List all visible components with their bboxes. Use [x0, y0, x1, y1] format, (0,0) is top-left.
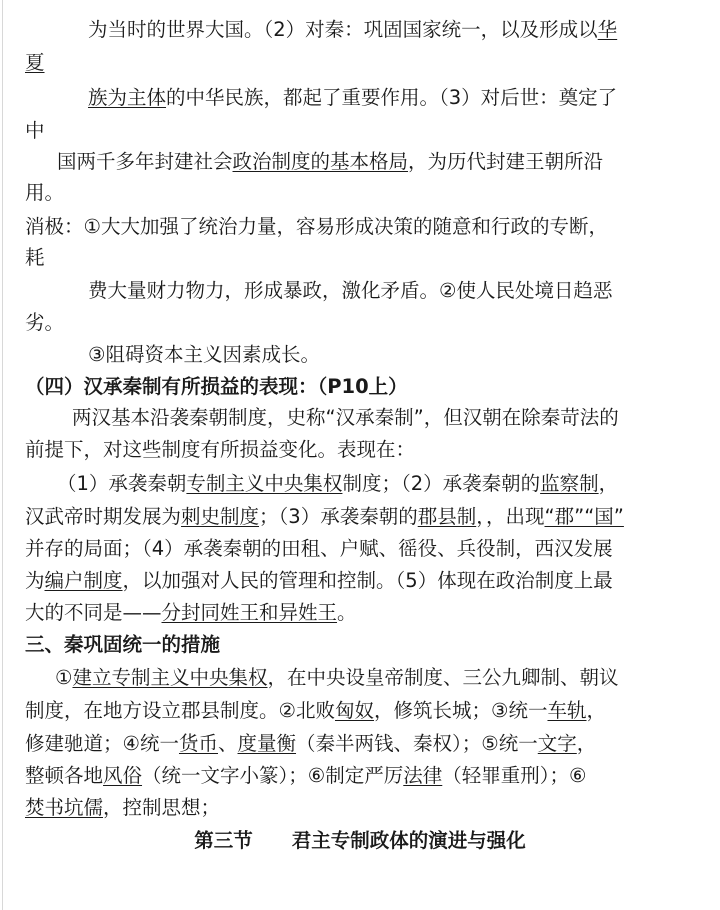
text-segment: ① — [55, 666, 73, 689]
text-line — [25, 50, 45, 76]
text-segment: 。 — [337, 601, 357, 624]
text-segment: （秦半两钱、秦权）；⑤统一 — [296, 732, 538, 755]
text-segment: 制度，在地方设立郡县制度。②北败 — [25, 699, 335, 722]
underlined-keyword: 建立专制主义中央集权 — [72, 666, 268, 689]
text-line — [88, 17, 617, 43]
underlined-keyword: 郡县制 — [417, 505, 477, 528]
text-segment: ，为历代封建王朝所沿 — [408, 150, 604, 173]
underlined-keyword: 货币 — [178, 732, 218, 755]
text-segment: ，在中央设皇帝制度、三公九卿制、朝议 — [267, 666, 619, 689]
text-segment: 第三节 君主专制政体的演进与强化 — [194, 829, 526, 852]
section-heading — [25, 374, 408, 400]
underlined-keyword: 度量衡 — [237, 732, 297, 755]
underlined-keyword: 监察制 — [540, 472, 599, 495]
text-segment: 中 — [25, 119, 45, 142]
text-line — [25, 310, 64, 336]
text-line — [88, 342, 320, 368]
underlined-keyword: 法律 — [403, 764, 443, 787]
text-segment: ， — [598, 472, 619, 495]
text-line — [57, 471, 618, 497]
text-line — [88, 85, 617, 111]
text-segment: 的中华民族，都起了重要作用。（3）对后世：奠定了 — [166, 86, 618, 109]
underlined-keyword: 文字 — [537, 732, 577, 755]
text-segment: ，，出现 — [476, 505, 545, 528]
text-segment: 为 — [25, 569, 45, 592]
text-line — [25, 214, 608, 240]
text-segment: ， — [586, 699, 607, 722]
underlined-keyword: 分封同姓王和异姓王 — [161, 601, 338, 624]
text-segment: 两汉基本沿袭秦朝制度，史称“汉承秦制”，但汉朝在除秦苛法的 — [72, 406, 619, 429]
underlined-keyword: 刺史制度 — [181, 505, 260, 528]
text-segment: 大的不同是—— — [25, 601, 162, 624]
text-segment: 修建驰道；④统一 — [25, 732, 179, 755]
text-segment: 汉武帝时期发展为 — [25, 505, 182, 528]
text-segment: 三、秦巩固统一的措施 — [25, 633, 221, 656]
text-line — [25, 245, 45, 271]
underlined-keyword: 编户制度 — [44, 569, 123, 592]
text-segment: ；（3）承袭秦朝的 — [259, 505, 418, 528]
text-segment: 、 — [218, 732, 238, 755]
text-segment: （轻罪重刑）；⑥ — [442, 764, 587, 787]
text-segment: 费大量财力物力，形成暴政，激化矛盾。②使人民处境日趋恶 — [88, 279, 613, 302]
text-segment: ，修筑长城；③统一 — [374, 699, 548, 722]
text-line — [25, 698, 606, 724]
underlined-keyword: 风俗 — [103, 764, 143, 787]
underlined-keyword: 政治制度的基本格局 — [232, 150, 409, 173]
text-segment: （四）汉承秦制有所损益的表现：（P10上） — [25, 375, 408, 398]
text-line — [25, 795, 220, 821]
text-segment: 用。 — [25, 181, 65, 204]
underlined-keyword: 专制主义中央集权 — [186, 472, 343, 495]
text-line — [25, 118, 45, 144]
text-segment: 前提下，对这些制度有所损益变化。表现在： — [25, 438, 416, 461]
underlined-keyword: 车轨 — [547, 699, 587, 722]
text-segment: 消极：①大大加强了统治力量，容易形成决策的随意和行政的专断， — [25, 215, 608, 238]
text-segment: （统一文字小篆）；⑥制定严厉 — [142, 764, 404, 787]
text-line — [25, 536, 613, 562]
underlined-keyword: 夏 — [25, 51, 45, 74]
text-segment: 制度；（2）承袭秦朝的 — [342, 472, 541, 495]
underlined-keyword: 匈奴 — [334, 699, 374, 722]
chapter-title — [0, 828, 720, 854]
text-line — [25, 180, 64, 206]
text-line — [72, 405, 619, 431]
text-segment: 为当时的世界大国。（2）对秦：巩固国家统一，以及形成以 — [88, 18, 598, 41]
text-line — [55, 665, 619, 691]
text-segment: 并存的局面；（4）承袭秦朝的田租、户赋、徭役、兵役制，西汉发展 — [25, 537, 613, 560]
text-segment: ，控制思想； — [103, 796, 221, 819]
text-segment: 整顿各地 — [25, 764, 104, 787]
page-edge — [2, 0, 3, 910]
text-line — [25, 763, 587, 789]
underlined-keyword: 华 — [597, 18, 618, 41]
text-segment: ， — [576, 732, 597, 755]
text-segment: 国两千多年封建社会 — [57, 150, 233, 173]
text-segment: 劣。 — [25, 311, 65, 334]
underlined-keyword: 族为主体 — [88, 86, 167, 109]
text-line — [25, 731, 596, 757]
text-segment: ③阻碍资本主义因素成长。 — [88, 343, 320, 366]
text-segment: （1）承袭秦朝 — [57, 472, 187, 495]
section-heading — [25, 632, 220, 658]
text-line — [25, 504, 624, 530]
text-line — [25, 568, 613, 594]
underlined-keyword: “郡”“国” — [544, 505, 624, 528]
underlined-keyword: 焚书坑儒 — [25, 796, 104, 819]
text-segment: 耗 — [25, 246, 45, 269]
text-line — [57, 149, 603, 175]
text-line — [25, 437, 415, 463]
text-line — [25, 600, 357, 626]
text-line — [88, 278, 612, 304]
text-segment: ，以加强对人民的管理和控制。（5）体现在政治制度上最 — [122, 569, 613, 592]
